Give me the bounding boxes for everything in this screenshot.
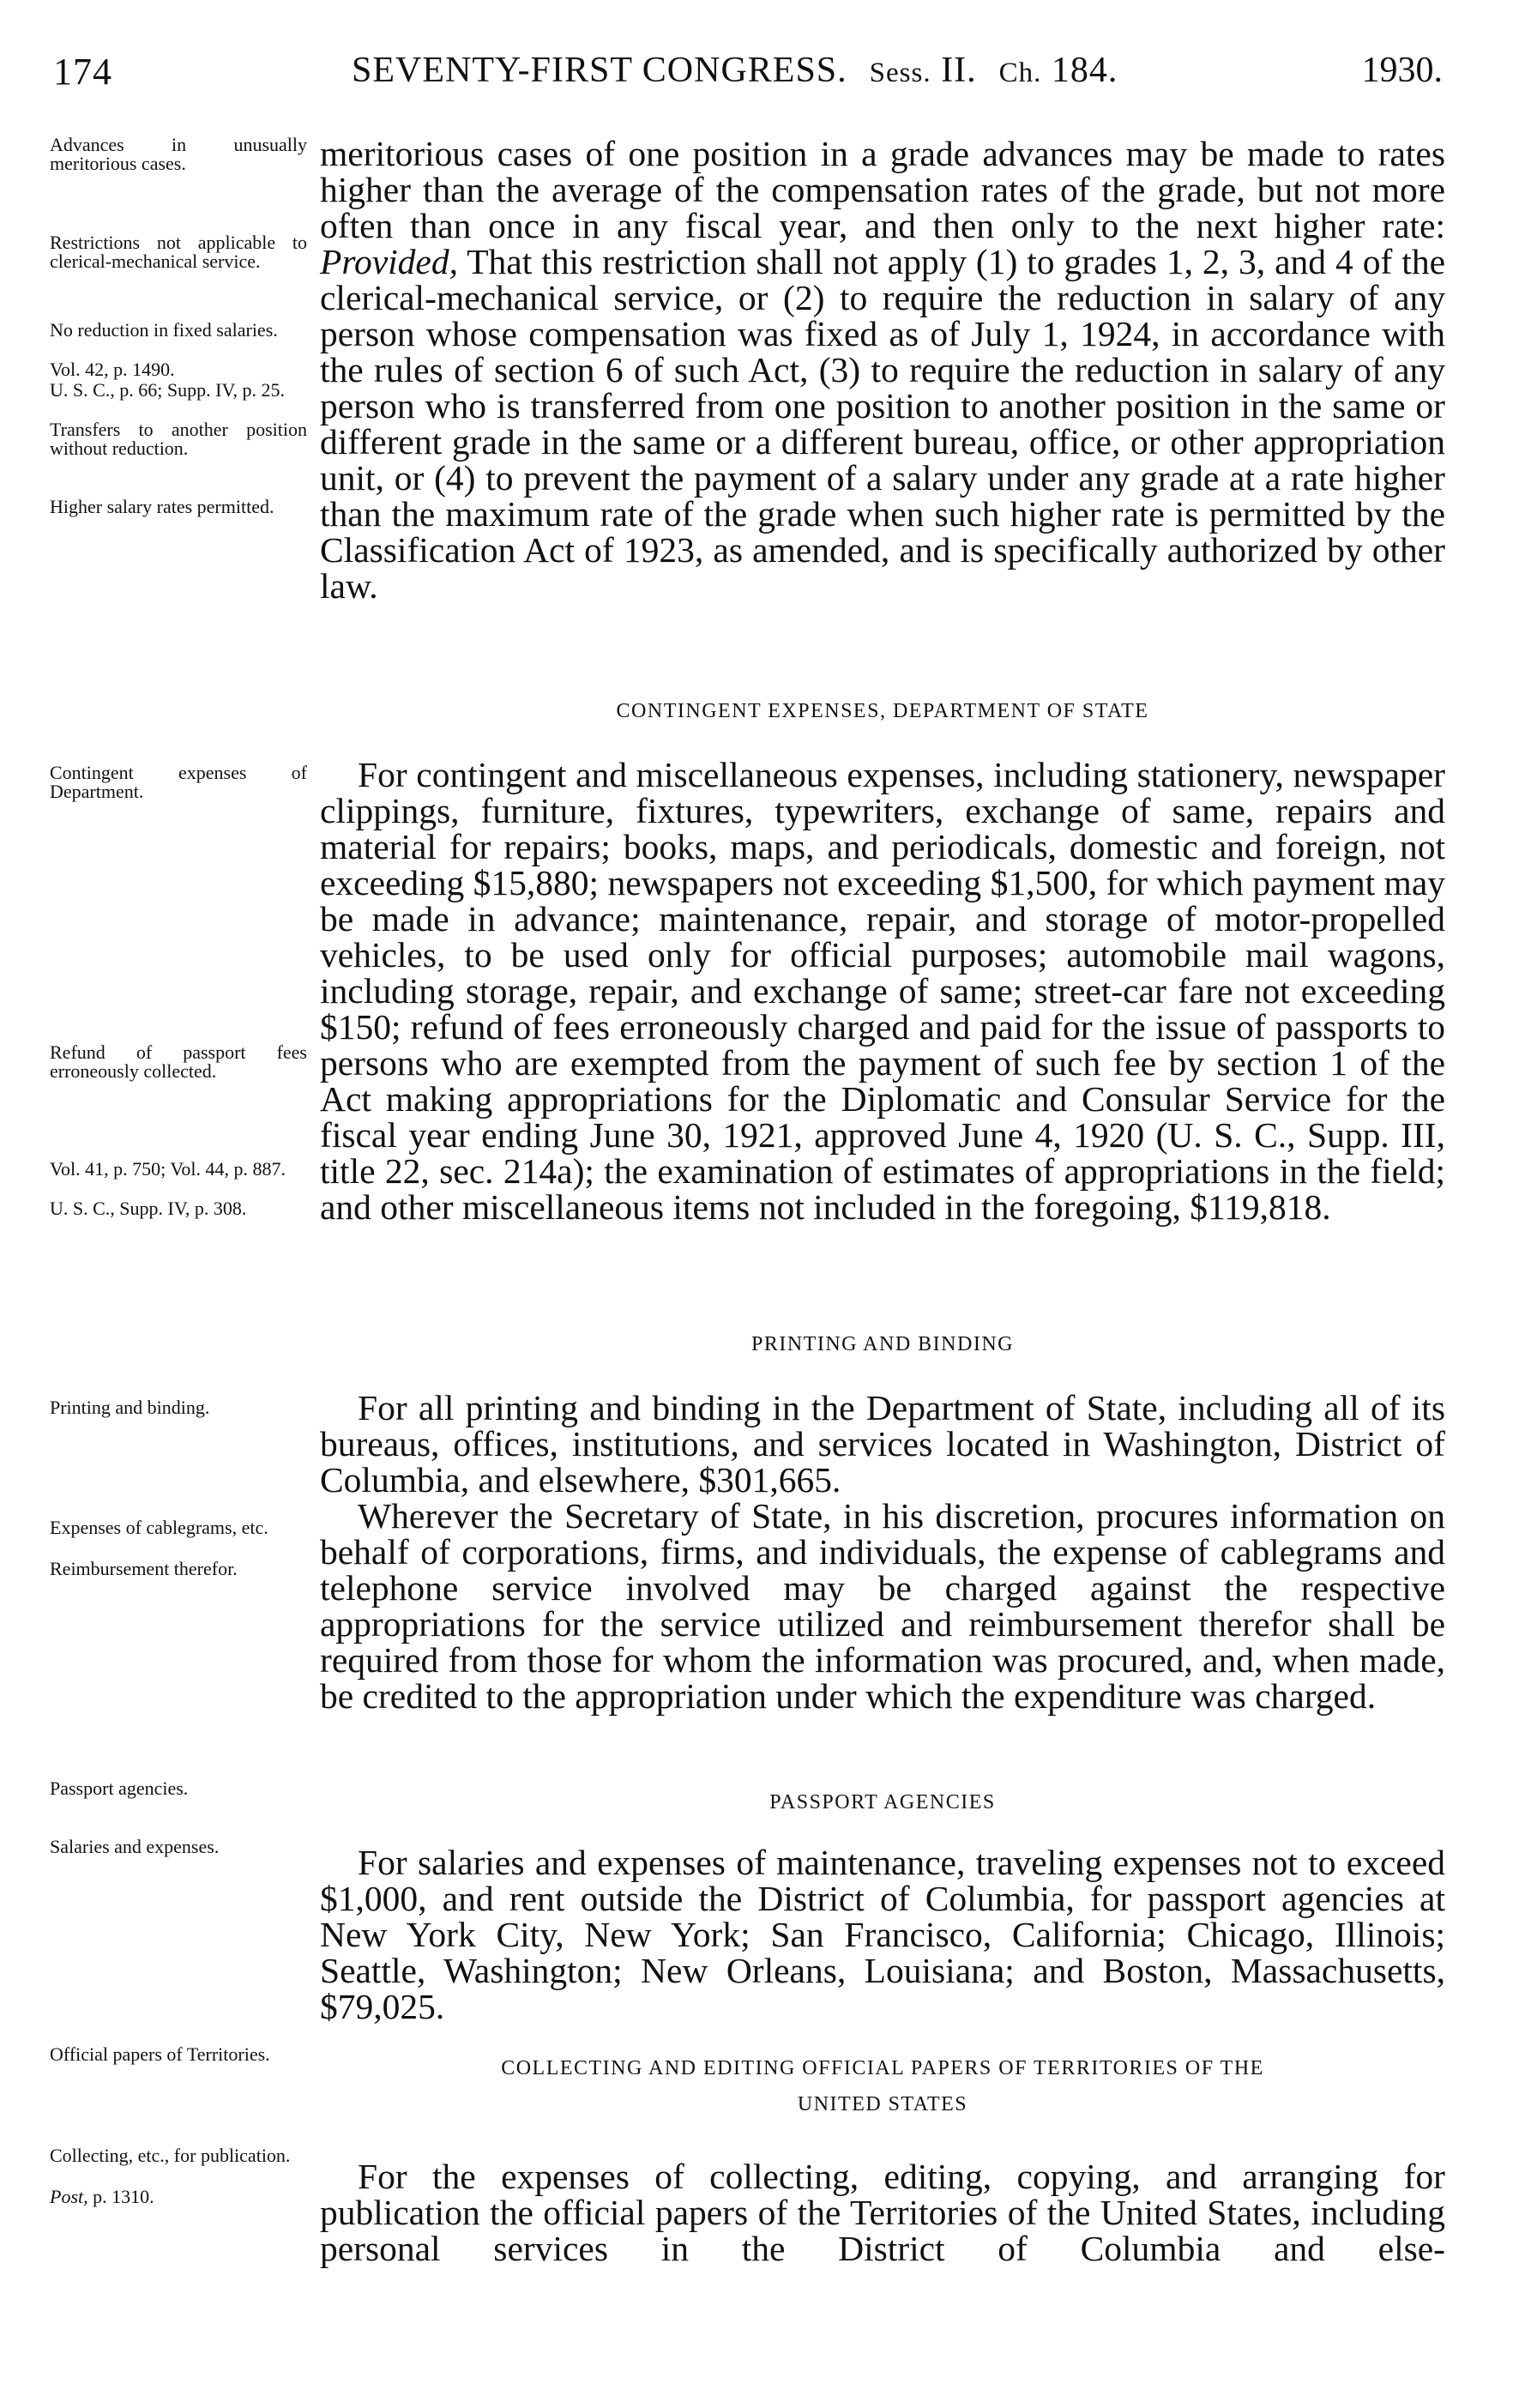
header-ch-num: 184. [1051, 51, 1118, 90]
header-ch-abbr: Ch. [998, 57, 1042, 88]
margin-citation: Vol. 42, p. 1490. [50, 359, 175, 380]
paragraph-passport [320, 1844, 1445, 2025]
header-session [870, 51, 977, 90]
paragraph-contingent [320, 757, 1445, 1225]
section-heading-contingent: CONTINGENT EXPENSES, DEPARTMENT OF STATE [616, 700, 1149, 722]
margin-note: Advances in unusually meritorious cases. [50, 134, 307, 174]
margin-note: Reimbursement therefor. [50, 1558, 238, 1579]
header-congress: SEVENTY-FIRST CONGRESS. [352, 51, 847, 90]
margin-note: Higher salary rates permitted. [50, 496, 274, 517]
margin-note: Expenses of cablegrams, etc. [50, 1517, 268, 1538]
paragraph-text: For contingent and miscellaneous expenses, including stationery, newspaper clippings, furniture, fixtures, typewriters, exchange of same, repairs and material for repairs; books, maps, and periodicals, domestic and foreign, not exceeding $15,880; newspapers not exceeding $1,500, for which payment may be made in advance; maintenance, repair, and storage of motor-propelled vehicles, to be used only for official purposes; automobile mail wagons, including storage, repair, and exchange of same; street-car fare not exceeding $150; refund of fees erroneously charged and paid for the issue of passports to persons who are exempted from the payment of such fee by section 1 of the Act making appropriations for the Diplomatic and Consular Service for the fiscal year ending June 30, 1921, approved June 4, 1920 (U. S. C., Supp. III, title 22, sec. 214a); the examination of estimates of appropriations in the field; and other miscellaneous items not included in the foregoing, $119,818. [320, 755, 1445, 1227]
heading-line: COLLECTING AND EDITING OFFICIAL PAPERS OF TERRITORIES OF THE [501, 2057, 1264, 2079]
paragraph-text: For all printing and binding in the Department of State, including all of its bureaus, offices, institutions, and services located in Washington, District of Columbia, and elsewhere, $301,665. [320, 1388, 1445, 1500]
margin-citation: U. S. C., p. 66; Supp. IV, p. 25. [50, 379, 286, 401]
paragraph-text: For salaries and expenses of maintenance, traveling expenses not to exceed $1,000, and rent outside the District of Columbia, for passport agencies at New York City, New York; San Francisco, California; Chicago, Illinois; Seattle, Washington; New Orleans, Louisiana; and Boston, Massachusetts, $79,025. [320, 1843, 1445, 2026]
paragraph-advances [320, 136, 1445, 604]
margin-note: Restrictions not applicable to clerical-mechanical service. [50, 232, 307, 272]
margin-citation-italic: Post, [50, 2186, 88, 2207]
section-heading-passport: PASSPORT AGENCIES [769, 1791, 996, 1814]
header-chapter [999, 51, 1118, 90]
paragraph-text: For the expenses of collecting, editing, copying, and arranging for publication the official papers of the Territories of the United States, including personal services in the District of Columbia and else- [320, 2157, 1445, 2268]
header-title [352, 50, 1118, 91]
page-number: 174 [53, 51, 112, 93]
paragraph-text: That this restriction shall not apply (1) to grades 1, 2, 3, and 4 of the clerical-mechanical service, or (2) to require the reduction in salary of any person whose compensation was fixed as of July 1, 1924, in accordance with the rules of section 6 of such Act, (3) to require the reduction in salary of any person who is transferred from one position to another position in the same or different grade in the same or a different bureau, office, or other appropriation unit, or (4) to prevent the payment of a salary under any grade at a rate higher than the maximum rate of the grade when such higher rate is permitted by the Classification Act of 1923, as amended, and is specifically authorized by other law. [320, 242, 1445, 606]
paragraph-cablegrams [320, 1498, 1445, 1714]
margin-citation: U. S. C., Supp. IV, p. 308. [50, 1198, 247, 1219]
running-header [53, 50, 1443, 110]
paragraph-territories [320, 2158, 1445, 2266]
header-year: 1930. [1361, 51, 1443, 90]
paragraph-text: Wherever the Secretary of State, in his discretion, procures information on behalf of corporations, firms, and individuals, the expense of cablegrams and telephone service involved may be charged against the respective appropriations for the service utilized and reimbursement therefor shall be required from those for whom the information was procured, and, when made, be credited to the appropriation under which the expenditure was charged. [320, 1496, 1445, 1716]
margin-note: No reduction in fixed salaries. [50, 319, 278, 341]
paragraph-printing [320, 1390, 1445, 1498]
margin-citation [50, 2188, 307, 2206]
margin-note: Printing and binding. [50, 1397, 210, 1418]
provided-italic: Provided, [320, 242, 458, 281]
margin-citation: Vol. 41, p. 750; Vol. 44, p. 887. [50, 1158, 286, 1180]
margin-note: Salaries and expenses. [50, 1836, 220, 1857]
section-heading-printing: PRINTING AND BINDING [751, 1333, 1014, 1355]
header-sess-num: II. [941, 51, 977, 90]
margin-note: Collecting, etc., for publication. [50, 2145, 291, 2166]
heading-line: UNITED STATES [797, 2093, 968, 2115]
section-heading-territories [320, 2050, 1445, 2122]
paragraph-text: meritorious cases of one position in a grade advances may be made to rates higher than the average of the compensation rates of the grade, but not more often than once in any fiscal year, and then only to the next higher rate: [320, 134, 1445, 245]
margin-citation-rest: p. 1310. [87, 2186, 154, 2207]
margin-note: Contingent expenses of Department. [50, 762, 307, 802]
margin-note: Transfers to another position without reduction. [50, 419, 307, 459]
header-sess-abbr: Sess. [869, 57, 931, 88]
margin-note: Refund of passport fees erroneously collected. [50, 1041, 307, 1082]
margin-note: Passport agencies. [50, 1777, 189, 1799]
margin-note: Official papers of Territories. [50, 2043, 270, 2065]
